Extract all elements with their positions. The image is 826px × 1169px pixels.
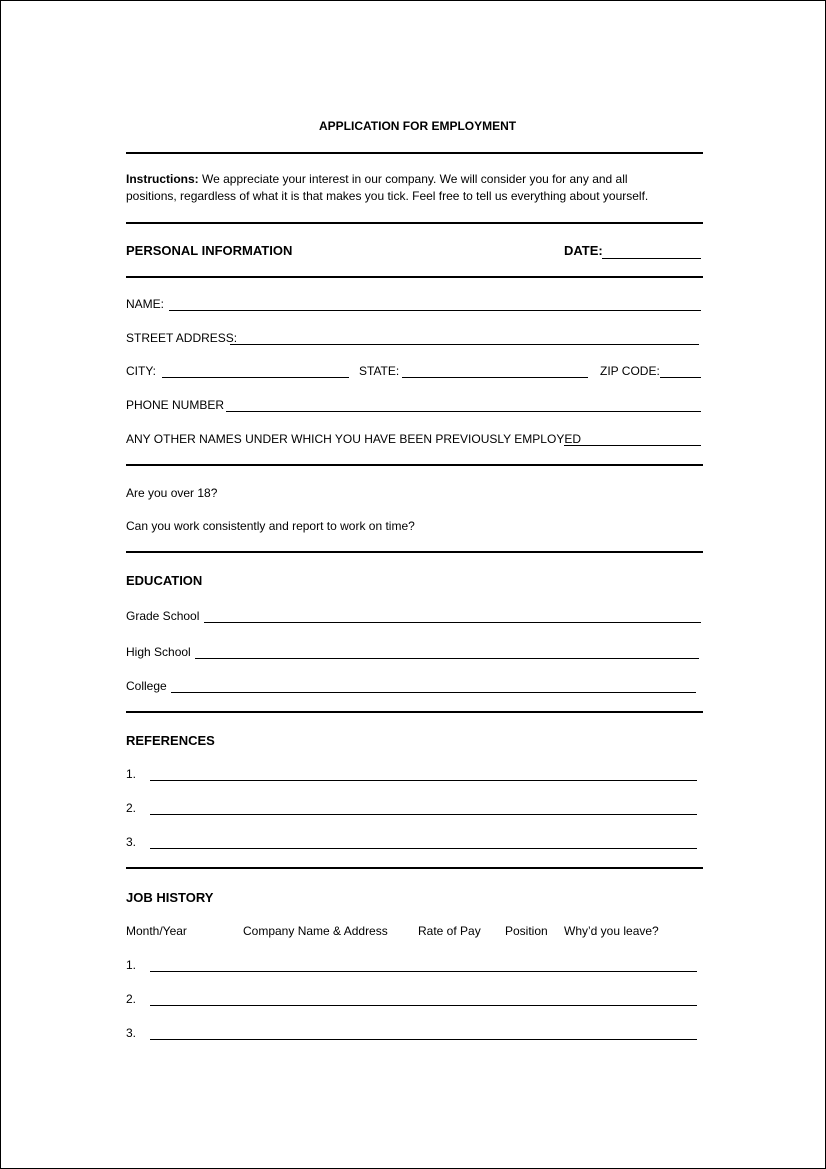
section-divider — [126, 711, 703, 713]
section-divider — [126, 464, 703, 466]
high-school-label: High School — [126, 645, 191, 659]
state-label: STATE: — [359, 364, 400, 378]
personal-info-heading: PERSONAL INFORMATION — [126, 243, 293, 258]
age-question: Are you over 18? — [126, 486, 218, 500]
grade-school-label: Grade School — [126, 609, 200, 623]
reliability-question: Can you work consistently and report to work on time? — [126, 519, 415, 533]
state-field[interactable] — [402, 377, 588, 378]
name-field[interactable] — [169, 310, 701, 311]
city-label: CITY: — [126, 364, 157, 378]
street-address-label: STREET ADDRESS: — [126, 331, 238, 345]
phone-number-field[interactable] — [226, 411, 701, 412]
form-title: APPLICATION FOR EMPLOYMENT — [319, 119, 517, 133]
zip-code-field[interactable] — [660, 377, 701, 378]
section-divider — [126, 276, 703, 278]
column-rate-of-pay: Rate of Pay — [418, 924, 481, 938]
reference-number-1: 1. — [126, 767, 137, 781]
education-heading: EDUCATION — [126, 573, 203, 588]
date-label: DATE: — [564, 243, 603, 258]
job-number-1: 1. — [126, 958, 137, 972]
phone-number-label: PHONE NUMBER — [126, 398, 225, 412]
column-company: Company Name & Address — [243, 924, 388, 938]
reference-field-3[interactable] — [150, 848, 697, 849]
high-school-field[interactable] — [195, 658, 699, 659]
name-label: NAME: — [126, 297, 165, 311]
date-field[interactable] — [602, 258, 701, 259]
college-label: College — [126, 679, 167, 693]
reference-number-3: 3. — [126, 835, 137, 849]
grade-school-field[interactable] — [204, 622, 701, 623]
column-position: Position — [505, 924, 548, 938]
column-why-leave: Why’d you leave? — [564, 924, 659, 938]
job-number-2: 2. — [126, 992, 137, 1006]
other-names-field[interactable] — [564, 445, 701, 446]
job-number-3: 3. — [126, 1026, 137, 1040]
job-field-3[interactable] — [150, 1039, 697, 1040]
zip-code-label: ZIP CODE: — [600, 364, 660, 378]
instructions-label: Instructions: — [126, 172, 199, 186]
section-divider — [126, 867, 703, 869]
section-divider — [126, 222, 703, 224]
city-field[interactable] — [162, 377, 349, 378]
reference-field-1[interactable] — [150, 780, 697, 781]
reference-field-2[interactable] — [150, 814, 697, 815]
references-heading: REFERENCES — [126, 733, 215, 748]
instructions-line-1 — [126, 172, 628, 187]
other-names-label: ANY OTHER NAMES UNDER WHICH YOU HAVE BEEN PREVIOUSLY EMPLOYED — [126, 432, 581, 446]
job-history-heading: JOB HISTORY — [126, 890, 214, 905]
column-month-year: Month/Year — [126, 924, 187, 938]
section-divider — [126, 551, 703, 553]
street-address-field[interactable] — [230, 344, 699, 345]
job-field-1[interactable] — [150, 971, 697, 972]
instructions-line-2: positions, regardless of what it is that makes you tick. Feel free to tell us everything about yourself. — [126, 189, 649, 203]
job-field-2[interactable] — [150, 1005, 697, 1006]
section-divider — [126, 152, 703, 154]
instructions-text-1: We appreciate your interest in our company. We will consider you for any and all — [198, 172, 628, 186]
college-field[interactable] — [171, 692, 696, 693]
reference-number-2: 2. — [126, 801, 137, 815]
